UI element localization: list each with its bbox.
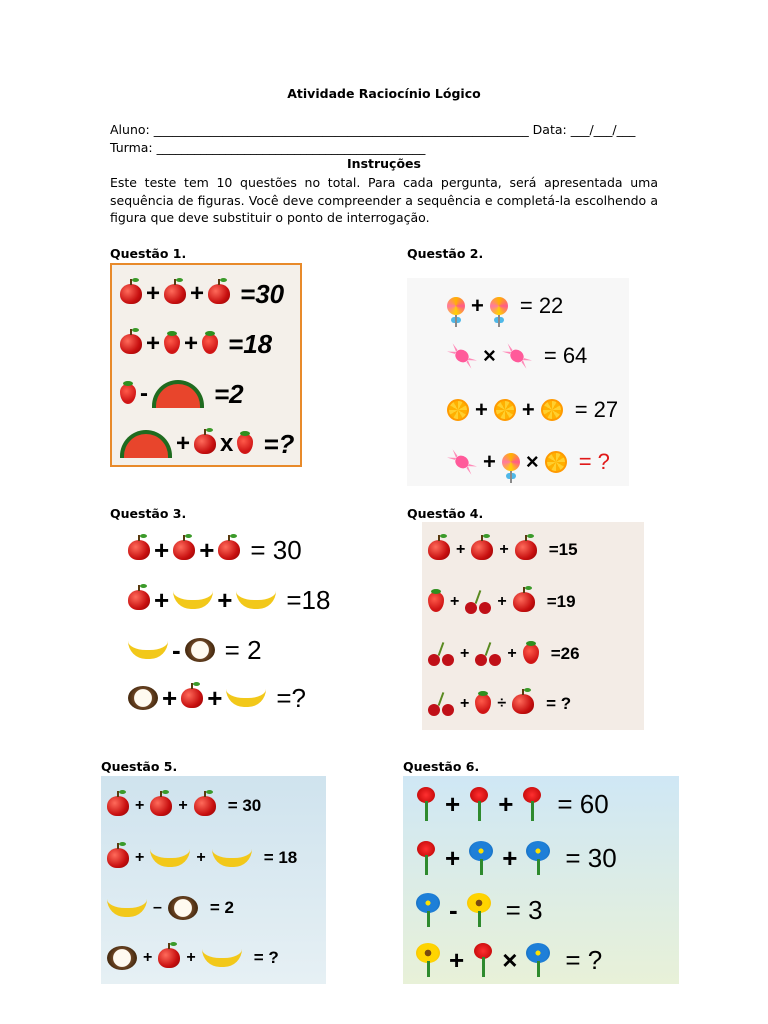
apple-icon: [208, 284, 230, 304]
apple-icon: [194, 796, 216, 816]
equation-result: = 2: [209, 898, 235, 917]
question-1-puzzle: [110, 263, 302, 467]
apple-icon: [513, 592, 535, 612]
apple-icon: [107, 848, 129, 868]
operator-symbol: +: [460, 695, 470, 712]
banana-icon: [202, 949, 242, 967]
red-flower-icon: [521, 787, 543, 821]
question-3-label: Questão 3.: [110, 506, 187, 521]
coconut-icon: [185, 638, 215, 662]
blue-flower-icon: [525, 943, 551, 977]
instructions-text: Este teste tem 10 questões no total. Para cada pergunta, será apresentada uma sequência de figuras. Você deve compreender a sequência e completá-la escolhendo a figura que deve substituir o ponto de interrogação.: [110, 175, 658, 225]
banana-icon: [107, 899, 147, 917]
operator-symbol: +: [146, 330, 161, 357]
question-2-puzzle: [407, 278, 629, 486]
apple-icon: [128, 540, 150, 560]
strawberry-icon: [202, 334, 218, 354]
apple-icon: [120, 334, 142, 354]
operator-symbol: ×: [502, 944, 518, 975]
strawberry-icon: [120, 384, 136, 404]
orange-icon: [494, 399, 516, 421]
coconut-icon: [168, 896, 198, 920]
banana-icon: [128, 641, 168, 659]
equation-row: [403, 890, 679, 930]
operator-symbol: +: [186, 949, 196, 966]
equation-row: [422, 582, 644, 622]
question-4-puzzle: [422, 522, 644, 730]
equation-result: =?: [276, 682, 307, 713]
equation-row: [101, 838, 326, 878]
operator-symbol: +: [135, 849, 145, 866]
equation-result: = 64: [543, 343, 588, 368]
operator-symbol: –: [153, 899, 162, 916]
operator-symbol: +: [154, 584, 170, 615]
equation-row: [112, 373, 300, 415]
operator-symbol: +: [497, 593, 507, 610]
apple-icon: [428, 540, 450, 560]
equation-result: = 30: [227, 796, 262, 815]
blue-flower-icon: [415, 893, 441, 927]
operator-symbol: +: [445, 842, 461, 873]
operator-symbol: +: [507, 645, 517, 662]
operator-symbol: +: [498, 788, 514, 819]
candy-icon: [446, 342, 479, 371]
banana-icon: [150, 849, 190, 867]
equation-result: = ?: [546, 694, 572, 713]
question-6-label: Questão 6.: [403, 759, 480, 774]
apple-icon: [107, 796, 129, 816]
equation-row: [403, 940, 679, 980]
operator-symbol: +: [178, 797, 188, 814]
banana-icon: [173, 591, 213, 609]
equation-result: =18: [228, 328, 273, 359]
document-title: Atividade Raciocínio Lógico: [287, 86, 481, 101]
operator-symbol: ×: [525, 449, 539, 474]
operator-symbol: +: [471, 293, 484, 318]
candy-icon: [501, 342, 534, 371]
class-field[interactable]: Turma: ___________________________________________: [110, 140, 426, 155]
strawberry-icon: [428, 592, 444, 612]
sunflower-icon: [415, 943, 441, 977]
operator-symbol: +: [460, 645, 470, 662]
equation-result: = 22: [519, 293, 564, 318]
equation-row: [122, 580, 362, 620]
operator-symbol: ×: [483, 343, 496, 368]
equation-row: [407, 390, 629, 430]
cherry-icon: [428, 642, 454, 666]
operator-symbol: +: [475, 397, 488, 422]
equation-row: [112, 273, 300, 315]
question-5-label: Questão 5.: [101, 759, 178, 774]
student-name-field[interactable]: Aluno: ____________________________________________________________ Data: ___/___/___: [110, 122, 636, 137]
equation-row: [101, 786, 326, 826]
equation-row: [407, 286, 629, 326]
equation-result: = 2: [224, 634, 262, 665]
operator-symbol: +: [162, 682, 178, 713]
equation-result: = 3: [505, 894, 543, 925]
strawberry-icon: [523, 644, 539, 664]
orange-icon: [545, 451, 567, 473]
instructions-heading: Instruções: [347, 156, 421, 171]
equation-row: [422, 530, 644, 570]
blue-flower-icon: [468, 841, 494, 875]
equation-row: [403, 784, 679, 824]
apple-icon: [173, 540, 195, 560]
equation-result: = 30: [565, 842, 617, 873]
banana-icon: [236, 591, 276, 609]
question-3-puzzle: [122, 524, 362, 720]
equation-row: [407, 336, 629, 376]
operator-symbol: +: [502, 842, 518, 873]
strawberry-icon: [164, 334, 180, 354]
equation-result: =26: [550, 644, 580, 663]
apple-icon: [164, 284, 186, 304]
equation-result: =30: [240, 278, 285, 309]
operator-symbol: +: [135, 797, 145, 814]
operator-symbol: +: [445, 788, 461, 819]
question-2-label: Questão 2.: [407, 246, 484, 261]
equation-result: =?: [263, 428, 295, 459]
red-flower-icon: [415, 787, 437, 821]
apple-icon: [194, 434, 216, 454]
operator-symbol: -: [172, 634, 181, 665]
apple-icon: [512, 694, 534, 714]
equation-row: [407, 442, 629, 482]
equation-result: = ?: [565, 944, 603, 975]
lollipop-icon: [490, 297, 508, 315]
apple-icon: [120, 284, 142, 304]
operator-symbol: x: [220, 430, 234, 457]
apple-icon: [158, 948, 180, 968]
apple-icon: [128, 590, 150, 610]
strawberry-icon: [237, 434, 253, 454]
cherry-icon: [428, 692, 454, 716]
equation-row: [112, 323, 300, 365]
apple-icon: [181, 688, 203, 708]
equation-row: [422, 634, 644, 674]
equation-row: [112, 423, 300, 465]
cherry-icon: [465, 590, 491, 614]
operator-symbol: +: [184, 330, 199, 357]
equation-result: =15: [548, 540, 578, 559]
equation-result: = 30: [250, 534, 302, 565]
equation-result: = ?: [253, 948, 279, 967]
operator-symbol: +: [450, 593, 460, 610]
equation-result: = 27: [574, 397, 619, 422]
banana-icon: [226, 689, 266, 707]
orange-icon: [447, 399, 469, 421]
apple-icon: [218, 540, 240, 560]
question-4-label: Questão 4.: [407, 506, 484, 521]
cherry-icon: [475, 642, 501, 666]
operator-symbol: +: [449, 944, 465, 975]
red-flower-icon: [472, 943, 494, 977]
red-flower-icon: [468, 787, 490, 821]
equation-result: = ?: [578, 449, 610, 474]
banana-icon: [212, 849, 252, 867]
coconut-icon: [107, 946, 137, 970]
operator-symbol: +: [483, 449, 496, 474]
operator-symbol: +: [217, 584, 233, 615]
operator-symbol: +: [176, 430, 191, 457]
operator-symbol: +: [143, 949, 153, 966]
operator-symbol: +: [154, 534, 170, 565]
equation-row: [122, 630, 362, 670]
apple-icon: [515, 540, 537, 560]
equation-result: = 60: [557, 788, 609, 819]
strawberry-icon: [475, 694, 491, 714]
apple-icon: [471, 540, 493, 560]
equation-row: [422, 684, 644, 724]
coconut-icon: [128, 686, 158, 710]
apple-icon: [150, 796, 172, 816]
operator-symbol: +: [199, 534, 215, 565]
question-6-puzzle: [403, 776, 679, 984]
operator-symbol: +: [190, 280, 205, 307]
equation-result: =18: [286, 584, 331, 615]
equation-row: [101, 938, 326, 978]
operator-symbol: -: [449, 894, 458, 925]
operator-symbol: -: [140, 380, 148, 407]
watermelon-icon: [152, 380, 204, 408]
equation-row: [122, 530, 362, 570]
blue-flower-icon: [525, 841, 551, 875]
equation-result: =19: [546, 592, 576, 611]
question-5-puzzle: [101, 776, 326, 984]
lollipop-icon: [502, 453, 520, 471]
equation-row: [403, 838, 679, 878]
operator-symbol: +: [207, 682, 223, 713]
operator-symbol: +: [521, 397, 535, 422]
equation-result: = 18: [263, 848, 298, 867]
operator-symbol: +: [146, 280, 161, 307]
equation-row: [122, 678, 362, 718]
operator-symbol: +: [456, 541, 466, 558]
equation-result: =2: [214, 378, 244, 409]
operator-symbol: +: [499, 541, 509, 558]
sunflower-icon: [466, 893, 492, 927]
question-1-label: Questão 1.: [110, 246, 187, 261]
orange-icon: [541, 399, 563, 421]
lollipop-icon: [447, 297, 465, 315]
operator-symbol: ÷: [497, 695, 507, 712]
equation-row: [101, 888, 326, 928]
watermelon-icon: [120, 430, 172, 458]
operator-symbol: +: [196, 849, 206, 866]
red-flower-icon: [415, 841, 437, 875]
candy-icon: [446, 448, 479, 477]
